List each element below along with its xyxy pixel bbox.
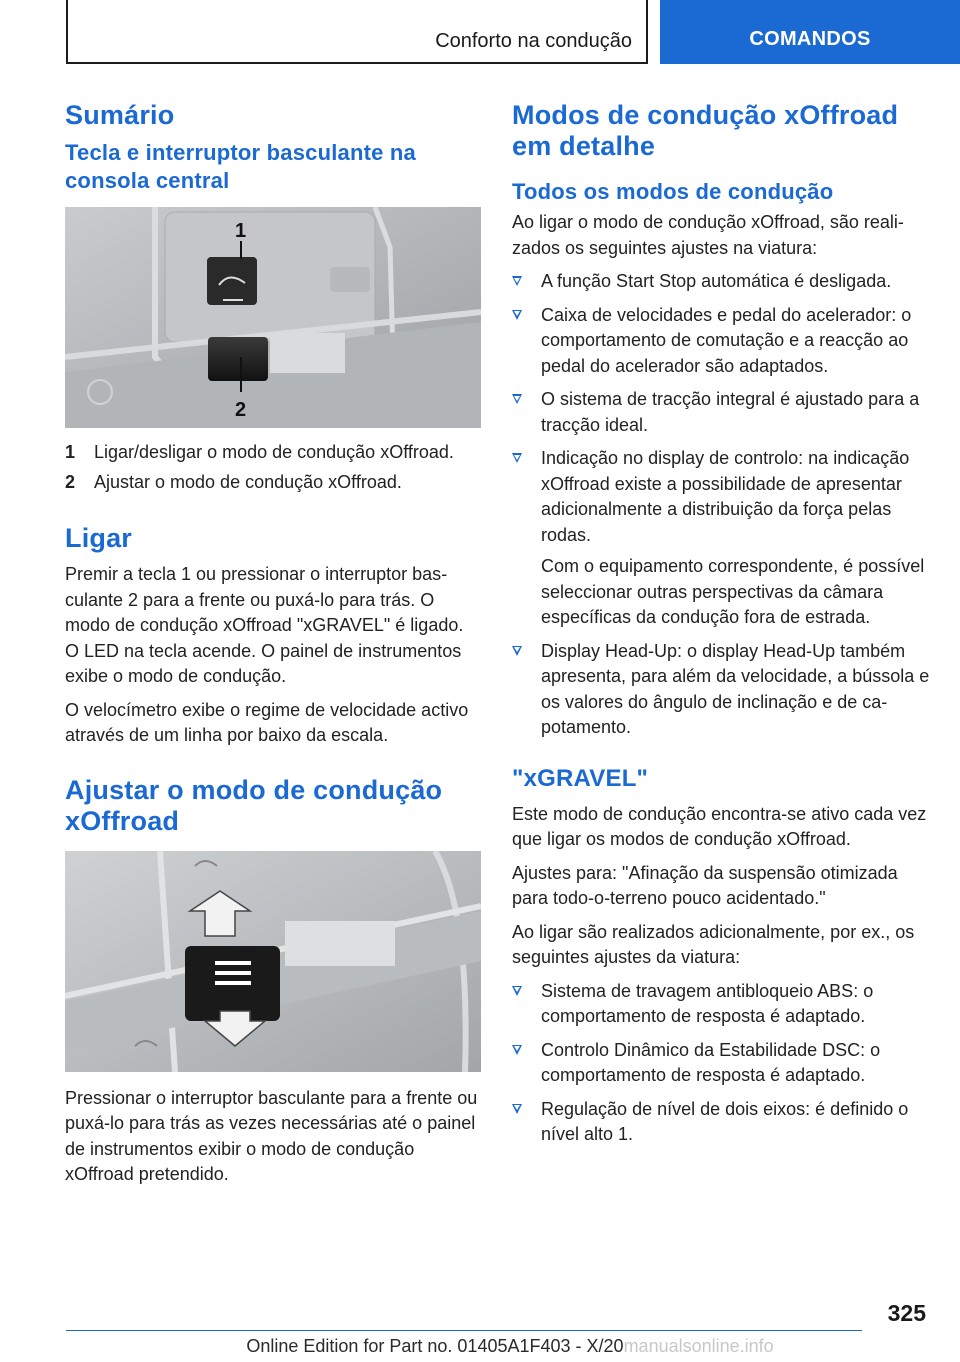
paragraph-ajustar: Pressionar o interruptor basculante para a frente ou puxá-lo para trás as vezes necessárias até o painel de instrumentos exibir o modo de condução xOffroad pretendido. (65, 1087, 478, 1184)
legend-text: Ligar/desligar o modo de condução xOffroad. (94, 442, 454, 462)
heading-modos: Modos de condução xOffroad em detalhe (512, 100, 899, 161)
left-column (65, 100, 481, 1196)
page-number: 325 (887, 1300, 926, 1326)
bullet-triangle-icon (512, 453, 522, 463)
right-column (512, 100, 930, 1156)
paragraph-ligar-1: Premir a tecla 1 ou pressionar o interruptor basculante 2 para a frente ou puxá-lo para trás. O modo de condução xOffroad "xGRAVEL" é ligado. O LED na tecla acende. O painel de instrumentos exibe o modo de condução. (65, 564, 464, 686)
list-item: O sistema de tracção integral é ajustado para a tracção ideal. (512, 387, 930, 438)
heading-todos: Todos os modos de condução (512, 179, 834, 204)
heading-switch: Tecla e interruptor basculante na consola central (65, 140, 416, 193)
list-item: Caixa de velocidades e pedal do acelerador: o comportamento de comutação e a reacção ao pedal do acelerador são adaptados. (512, 303, 930, 380)
list-item: Sistema de travagem antibloqueio ABS: o comportamento de resposta é adaptado. (512, 979, 930, 1030)
legend (65, 440, 481, 495)
heading-xgravel: "xGRAVEL" (512, 764, 649, 792)
bullet-triangle-icon (512, 646, 522, 656)
list-item: A função Start Stop automática é desligada. (512, 269, 930, 295)
list-item: Indicação no display de controlo: na indicação xOffroad existe a possibilidade de apresentar adicionalmente a distribuição da força pelas rodas. Com o equipamento correspondente, é possível seleccionar outras perspectivas da câmara específicas da condução fora de estrada. (512, 446, 930, 631)
callout-2: 2 (235, 399, 247, 421)
paragraph-todos: Ao ligar o modo de condução xOffroad, são realizados os seguintes ajustes na viatura: (512, 212, 904, 258)
bullet-triangle-icon (512, 276, 522, 286)
list-item: Regulação de nível de dois eixos: é definido o nível alto 1. (512, 1097, 930, 1148)
heading-summary: Sumário (65, 100, 175, 130)
footer (0, 1336, 960, 1357)
list-todos (512, 269, 930, 741)
legend-number: 1 (65, 442, 76, 462)
header-section-title: Conforto na condução (435, 30, 632, 52)
list-item: Display Head-Up: o display Head-Up também apresenta, para além da velocidade, a bússola e os valores do ângulo de inclinação e de capotamento. (512, 639, 930, 741)
bullet-triangle-icon (512, 310, 522, 320)
header-tab: COMANDOS (660, 0, 960, 64)
list-gravel (512, 979, 930, 1148)
heading-ligar: Ligar (65, 523, 133, 553)
console-switch-illustration (65, 207, 481, 428)
heading-ajustar: Ajustar o modo de condução xOffroad (65, 774, 443, 836)
paragraph-gravel-1: Este modo de condução encontra-se ativo cada vez que ligar os modos de condução xOffroad. (512, 803, 927, 849)
footer-rule (66, 1330, 862, 1331)
legend-text: Ajustar o modo de condução xOffroad. (94, 472, 402, 492)
footer-edition: Online Edition for Part no. 01405A1F403 - X/20 (246, 1336, 624, 1356)
bullet-triangle-icon (512, 986, 522, 996)
bullet-triangle-icon (512, 1104, 522, 1114)
paragraph-ligar-2: O velocímetro exibe o regime de velocidade activo através de um linha por baixo da escala. (65, 699, 469, 745)
callout-1: 1 (235, 220, 247, 242)
paragraph-gravel-3: Ao ligar são realizados adicionalmente, por ex., os seguintes ajustes da viatura: (512, 921, 915, 967)
footer-watermark: manualsonline.info (623, 1336, 774, 1356)
photo-rocker-switch (65, 851, 481, 1072)
rocker-switch-illustration (65, 851, 481, 1072)
header-frame (66, 0, 648, 64)
bullet-triangle-icon (512, 394, 522, 404)
photo-console-switch (65, 207, 481, 428)
list-item: Controlo Dinâmico da Estabilidade DSC: o comportamento de resposta é adaptado. (512, 1038, 930, 1089)
paragraph-gravel-2: Ajustes para: "Afinação da suspensão otimizada para todo-o-terreno pouco acidentado." (512, 862, 898, 908)
legend-row (65, 440, 481, 465)
list-item-note: Com o equipamento correspondente, é possível seleccionar outras perspectivas da câmara específicas da condução fora de estrada. (541, 556, 925, 627)
legend-row (65, 470, 481, 495)
bullet-triangle-icon (512, 1045, 522, 1055)
legend-number: 2 (65, 472, 76, 492)
